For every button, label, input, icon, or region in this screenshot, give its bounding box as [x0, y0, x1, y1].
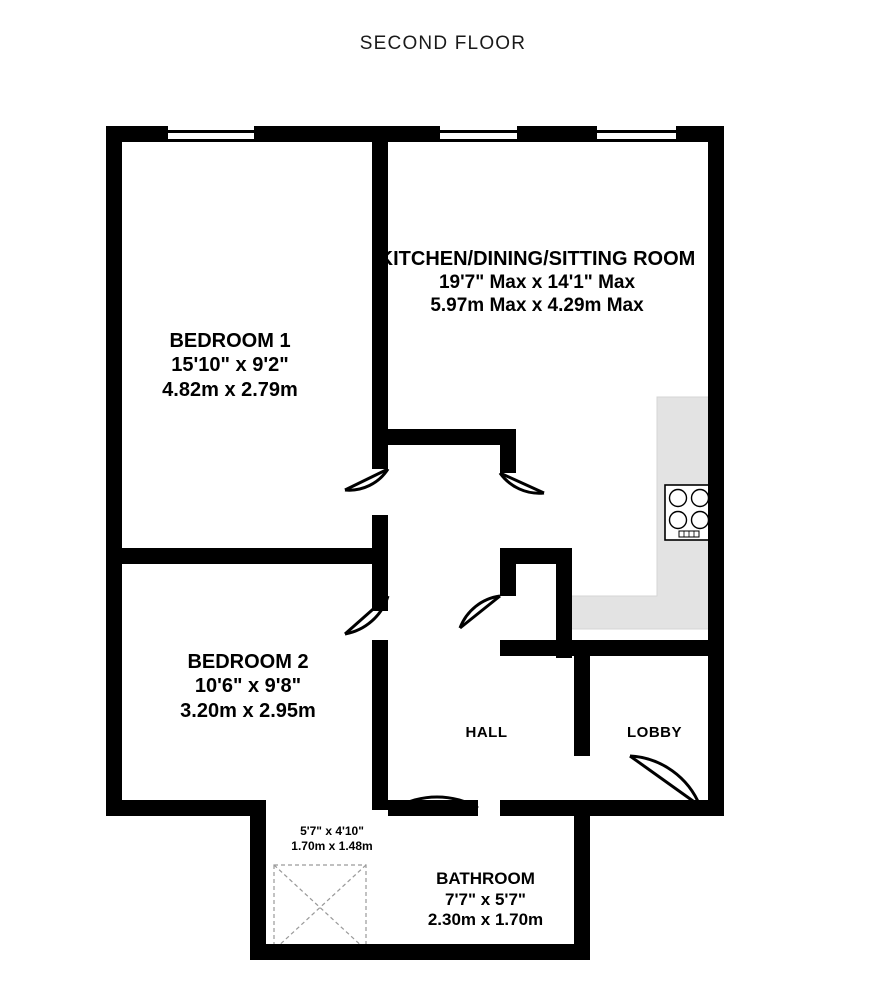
room-dim-imperial: 15'10" x 9'2"	[171, 354, 289, 377]
room-dim-imperial: 10'6" x 9'8"	[194, 675, 302, 698]
room-name: HALL	[465, 724, 508, 741]
room-label-bedroom1	[70, 329, 390, 402]
room-dim-metric: 3.20m x 2.95m	[180, 699, 316, 722]
room-label-store	[232, 824, 432, 853]
room-name: BEDROOM 2	[187, 651, 309, 673]
room-dim-imperial: 19'7" Max x 14'1" Max	[438, 272, 636, 293]
room-name: BEDROOM 1	[169, 330, 291, 352]
doors	[345, 469, 700, 808]
hob-icon	[665, 485, 713, 540]
room-label-lobby	[572, 724, 737, 742]
room-name: KITCHEN/DINING/SITTING ROOM	[378, 248, 696, 270]
room-dim-metric: 4.82m x 2.79m	[162, 378, 298, 401]
room-name: BATHROOM	[436, 869, 535, 888]
room-dim-metric: 5.97m Max x 4.29m Max	[430, 295, 644, 317]
room-label-kitchen	[330, 247, 744, 317]
room-dim-imperial: 5'7" x 4'10"	[300, 824, 364, 838]
room-label-hall	[404, 724, 569, 742]
room-dim-metric: 1.70m x 1.48m	[291, 838, 373, 853]
room-name: LOBBY	[627, 724, 682, 741]
room-label-bathroom	[348, 869, 623, 931]
room-dim-imperial: 7'7" x 5'7"	[445, 889, 526, 909]
page-title: SECOND FLOOR	[359, 33, 527, 54]
room-dim-metric: 2.30m x 1.70m	[427, 910, 544, 930]
room-label-bedroom2	[78, 650, 418, 723]
